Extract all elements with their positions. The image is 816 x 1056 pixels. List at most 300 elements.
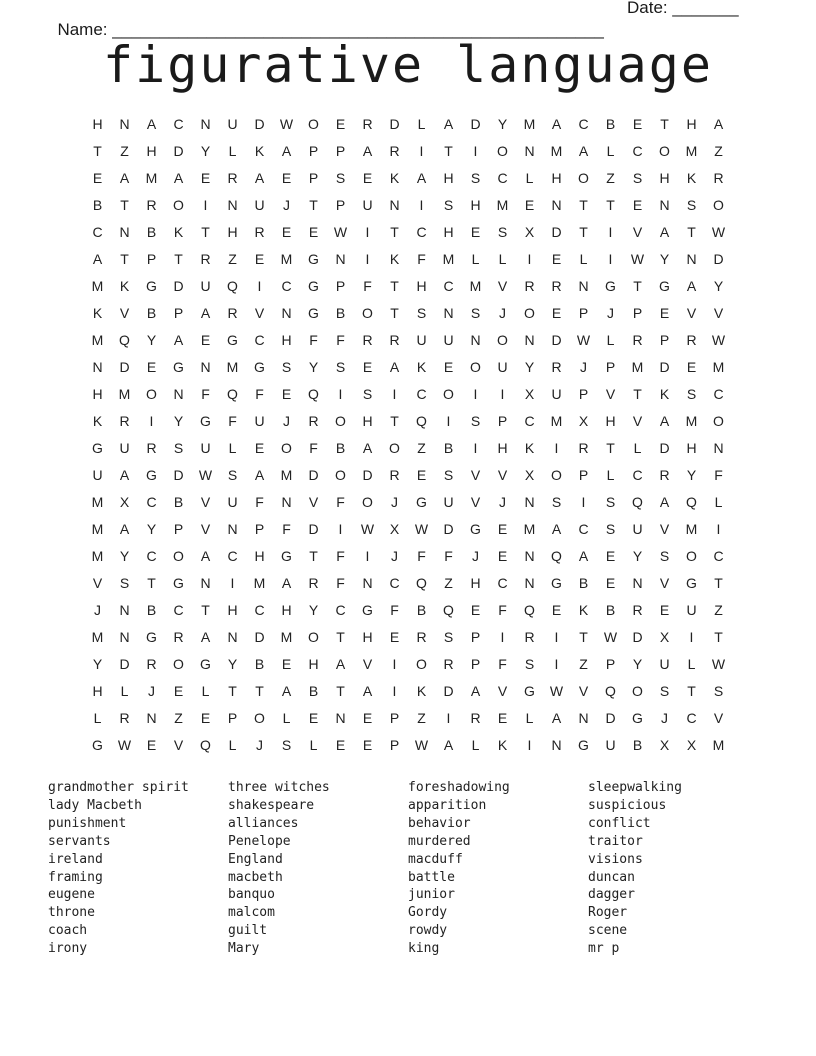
grid-letter: R <box>686 332 697 348</box>
grid-letter: U <box>200 440 211 456</box>
grid-letter: N <box>524 143 535 159</box>
grid-letter: R <box>227 170 238 186</box>
grid-letter: R <box>308 575 319 591</box>
grid-letter: O <box>362 494 373 510</box>
grid-letter: Y <box>686 467 697 483</box>
grid-letter: O <box>470 359 481 375</box>
grid-letter: W <box>198 467 213 483</box>
grid-letter: E <box>470 224 481 240</box>
grid-row <box>84 408 732 435</box>
word-item: coach <box>48 923 88 939</box>
grid-letter: O <box>173 656 184 672</box>
grid-letter: S <box>281 359 292 375</box>
grid-letter: E <box>551 251 562 267</box>
grid-letter: G <box>92 737 103 753</box>
grid-letter: T <box>606 440 615 456</box>
grid-letter: N <box>227 521 238 537</box>
grid-letter: T <box>687 224 696 240</box>
grid-letter: D <box>308 467 319 483</box>
grid-letter: S <box>443 197 454 213</box>
grid-letter: B <box>632 737 643 753</box>
grid-letter: M <box>118 386 131 402</box>
grid-letter: A <box>659 224 670 240</box>
grid-letter: J <box>391 548 398 564</box>
word-item: dagger <box>588 887 635 903</box>
grid-letter: I <box>149 413 154 429</box>
grid-letter: A <box>281 575 292 591</box>
grid-row <box>84 624 732 651</box>
grid-letter: H <box>92 386 103 402</box>
grid-row <box>84 300 732 327</box>
grid-letter: B <box>605 116 616 132</box>
grid-letter: Y <box>659 251 670 267</box>
grid-letter: F <box>714 467 723 483</box>
grid-letter: I <box>257 278 262 294</box>
grid-letter: M <box>685 413 698 429</box>
grid-letter: R <box>713 170 724 186</box>
grid-letter: G <box>605 278 616 294</box>
grid-letter: H <box>227 602 238 618</box>
word-item: Penelope <box>228 833 291 849</box>
word-column <box>408 779 588 958</box>
grid-letter: D <box>119 656 130 672</box>
grid-letter: P <box>335 143 346 159</box>
grid-letter: V <box>578 683 589 699</box>
grid-letter: P <box>659 332 670 348</box>
grid-letter: D <box>551 332 562 348</box>
grid-letter: R <box>146 656 157 672</box>
grid-letter: M <box>91 278 104 294</box>
word-item: king <box>408 941 440 957</box>
grid-letter: B <box>578 575 589 591</box>
grid-letter: N <box>389 197 400 213</box>
grid-letter: A <box>173 170 184 186</box>
word-item: battle <box>408 869 455 885</box>
page-title: figurative language <box>103 36 713 94</box>
grid-letter: C <box>416 224 427 240</box>
grid-letter: Z <box>417 710 426 726</box>
grid-letter: R <box>227 305 238 321</box>
grid-row <box>84 165 732 192</box>
word-item: conflict <box>588 815 651 831</box>
grid-row <box>84 489 732 516</box>
word-item: shakespeare <box>228 797 315 813</box>
grid-letter: D <box>605 710 616 726</box>
letter-grid <box>84 111 732 759</box>
grid-letter: I <box>716 521 721 537</box>
grid-letter: E <box>389 629 400 645</box>
grid-letter: K <box>659 386 670 402</box>
grid-letter: U <box>443 332 454 348</box>
grid-letter: T <box>579 629 588 645</box>
grid-letter: A <box>686 278 697 294</box>
word-item: apparition <box>408 797 487 813</box>
grid-letter: H <box>92 683 103 699</box>
word-item: eugene <box>48 887 95 903</box>
grid-letter: A <box>443 737 454 753</box>
grid-letter: A <box>389 359 400 375</box>
grid-letter: Y <box>227 656 238 672</box>
grid-letter: R <box>578 440 589 456</box>
grid-letter: O <box>173 197 184 213</box>
grid-letter: U <box>686 602 697 618</box>
word-item: throne <box>48 905 95 921</box>
grid-letter: R <box>308 413 319 429</box>
grid-letter: C <box>497 170 508 186</box>
grid-letter: V <box>308 494 319 510</box>
grid-letter: P <box>578 305 589 321</box>
grid-letter: C <box>632 143 643 159</box>
grid-letter: Q <box>686 494 697 510</box>
grid-letter: W <box>333 224 348 240</box>
grid-letter: E <box>146 359 157 375</box>
grid-letter: O <box>389 440 400 456</box>
grid-letter: Y <box>92 656 103 672</box>
word-item: sleepwalking <box>588 780 682 795</box>
grid-letter: Q <box>308 386 319 402</box>
grid-letter: V <box>713 710 724 726</box>
grid-letter: V <box>659 521 670 537</box>
grid-letter: O <box>497 143 508 159</box>
grid-letter: F <box>336 494 345 510</box>
grid-letter: H <box>551 170 562 186</box>
word-item: behavior <box>408 815 471 831</box>
grid-letter: R <box>551 278 562 294</box>
grid-letter: H <box>470 575 481 591</box>
grid-letter: A <box>119 521 130 537</box>
grid-letter: I <box>473 143 478 159</box>
grid-letter: Z <box>579 656 588 672</box>
grid-row <box>84 111 732 138</box>
grid-letter: C <box>227 548 238 564</box>
grid-letter: K <box>416 683 427 699</box>
grid-letter: Z <box>606 170 615 186</box>
grid-letter: W <box>360 521 375 537</box>
grid-letter: P <box>335 278 346 294</box>
grid-letter: O <box>443 386 454 402</box>
grid-letter: K <box>173 224 184 240</box>
grid-letter: R <box>173 629 184 645</box>
grid-letter: C <box>254 602 265 618</box>
grid-letter: B <box>146 305 157 321</box>
grid-letter: N <box>443 305 454 321</box>
grid-letter: D <box>173 278 184 294</box>
grid-letter: M <box>280 251 293 267</box>
grid-letter: N <box>551 737 562 753</box>
grid-row <box>84 327 732 354</box>
grid-letter: M <box>496 197 509 213</box>
grid-letter: B <box>146 224 157 240</box>
grid-letter: L <box>201 683 210 699</box>
word-item: Roger <box>588 905 628 921</box>
grid-letter: C <box>497 575 508 591</box>
grid-letter: H <box>281 602 292 618</box>
grid-letter: L <box>525 170 534 186</box>
grid-letter: U <box>200 278 211 294</box>
grid-letter: N <box>632 575 643 591</box>
grid-letter: D <box>551 224 562 240</box>
grid-letter: L <box>471 737 480 753</box>
grid-letter: W <box>603 629 618 645</box>
grid-letter: A <box>254 170 265 186</box>
grid-letter: I <box>392 386 397 402</box>
grid-letter: M <box>91 521 104 537</box>
grid-letter: C <box>254 332 265 348</box>
grid-letter: O <box>578 170 589 186</box>
grid-letter: R <box>443 656 454 672</box>
grid-letter: E <box>362 737 373 753</box>
grid-letter: I <box>203 197 208 213</box>
grid-letter: V <box>632 224 643 240</box>
grid-letter: N <box>524 494 535 510</box>
grid-letter: G <box>146 629 157 645</box>
name-field-label: Name: ____________________________________________________ <box>57 20 604 39</box>
grid-letter: O <box>497 332 508 348</box>
grid-letter: F <box>255 386 264 402</box>
grid-letter: I <box>500 629 505 645</box>
grid-letter: O <box>632 683 643 699</box>
grid-letter: P <box>173 521 184 537</box>
grid-letter: E <box>308 224 319 240</box>
grid-letter: R <box>524 278 535 294</box>
grid-row <box>84 219 732 246</box>
grid-letter: M <box>523 116 536 132</box>
grid-letter: L <box>714 494 723 510</box>
grid-letter: T <box>714 575 723 591</box>
grid-letter: A <box>92 251 103 267</box>
grid-letter: U <box>551 386 562 402</box>
grid-letter: B <box>443 440 454 456</box>
grid-letter: M <box>280 629 293 645</box>
grid-letter: E <box>281 386 292 402</box>
grid-letter: G <box>632 710 643 726</box>
grid-letter: L <box>579 251 588 267</box>
grid-letter: G <box>308 278 319 294</box>
grid-letter: J <box>283 413 290 429</box>
grid-letter: I <box>365 224 370 240</box>
grid-letter: W <box>711 224 726 240</box>
grid-letter: P <box>470 656 481 672</box>
grid-letter: C <box>173 602 184 618</box>
grid-letter: D <box>308 521 319 537</box>
word-item: suspicious <box>588 797 667 813</box>
grid-letter: B <box>254 656 265 672</box>
grid-letter: L <box>471 251 480 267</box>
grid-letter: L <box>228 143 237 159</box>
grid-letter: I <box>230 575 235 591</box>
grid-letter: A <box>200 305 211 321</box>
grid-letter: C <box>416 386 427 402</box>
grid-letter: N <box>119 602 130 618</box>
grid-letter: E <box>335 737 346 753</box>
word-item: irony <box>48 941 88 957</box>
grid-letter: N <box>362 575 373 591</box>
grid-letter: A <box>200 548 211 564</box>
grid-letter: R <box>524 629 535 645</box>
grid-letter: Y <box>524 359 535 375</box>
grid-letter: S <box>173 440 184 456</box>
grid-letter: T <box>120 251 129 267</box>
word-item: lady Macbeth <box>48 797 142 813</box>
grid-letter: T <box>147 575 156 591</box>
grid-row <box>84 543 732 570</box>
grid-letter: F <box>498 602 507 618</box>
grid-letter: Z <box>120 143 129 159</box>
grid-letter: C <box>389 575 400 591</box>
grid-letter: G <box>470 521 481 537</box>
grid-letter: M <box>550 143 563 159</box>
grid-letter: H <box>443 224 454 240</box>
grid-letter: X <box>659 629 670 645</box>
grid-letter: O <box>551 467 562 483</box>
grid-letter: V <box>713 305 724 321</box>
grid-letter: N <box>470 332 481 348</box>
grid-letter: W <box>630 251 645 267</box>
grid-letter: Y <box>497 116 508 132</box>
grid-letter: T <box>660 116 669 132</box>
grid-letter: Y <box>146 332 157 348</box>
grid-letter: O <box>335 413 346 429</box>
grid-letter: W <box>711 656 726 672</box>
grid-letter: S <box>632 170 643 186</box>
grid-letter: U <box>92 467 103 483</box>
grid-letter: W <box>711 332 726 348</box>
grid-letter: C <box>173 116 184 132</box>
grid-letter: R <box>254 224 265 240</box>
grid-letter: A <box>362 440 373 456</box>
grid-letter: V <box>92 575 103 591</box>
grid-letter: S <box>497 224 508 240</box>
grid-letter: G <box>92 440 103 456</box>
grid-letter: J <box>607 305 614 321</box>
grid-letter: C <box>146 494 157 510</box>
grid-letter: Q <box>416 575 427 591</box>
grid-letter: E <box>551 305 562 321</box>
grid-letter: T <box>201 602 210 618</box>
grid-letter: S <box>362 386 373 402</box>
grid-letter: A <box>551 710 562 726</box>
grid-letter: A <box>470 683 481 699</box>
grid-letter: I <box>446 413 451 429</box>
grid-letter: A <box>119 467 130 483</box>
grid-letter: Z <box>228 251 237 267</box>
grid-letter: E <box>470 602 481 618</box>
grid-letter: P <box>632 305 643 321</box>
grid-letter: S <box>443 629 454 645</box>
grid-row <box>84 705 732 732</box>
grid-letter: T <box>687 683 696 699</box>
grid-letter: N <box>335 710 346 726</box>
grid-letter: V <box>497 683 508 699</box>
grid-letter: T <box>309 548 318 564</box>
grid-letter: G <box>200 413 211 429</box>
grid-letter: A <box>281 683 292 699</box>
grid-letter: R <box>389 467 400 483</box>
grid-letter: M <box>442 251 455 267</box>
grid-letter: T <box>336 683 345 699</box>
grid-letter: N <box>92 359 103 375</box>
grid-letter: M <box>91 332 104 348</box>
grid-letter: E <box>335 116 346 132</box>
grid-letter: P <box>389 710 400 726</box>
grid-row <box>84 435 732 462</box>
grid-letter: B <box>92 197 103 213</box>
grid-row <box>84 597 732 624</box>
grid-letter: K <box>389 251 400 267</box>
grid-letter: V <box>659 575 670 591</box>
grid-letter: A <box>173 332 184 348</box>
grid-letter: C <box>146 548 157 564</box>
grid-letter: K <box>92 413 103 429</box>
grid-letter: R <box>119 413 130 429</box>
grid-letter: E <box>362 710 373 726</box>
grid-letter: M <box>631 359 644 375</box>
grid-letter: O <box>308 629 319 645</box>
grid-letter: P <box>470 629 481 645</box>
word-item: foreshadowing <box>408 780 510 795</box>
grid-letter: T <box>120 197 129 213</box>
grid-letter: J <box>391 494 398 510</box>
grid-letter: T <box>633 278 642 294</box>
grid-letter: Q <box>605 683 616 699</box>
grid-letter: H <box>254 548 265 564</box>
grid-row <box>84 732 732 759</box>
grid-letter: A <box>713 116 724 132</box>
grid-letter: R <box>389 143 400 159</box>
grid-letter: S <box>686 386 697 402</box>
grid-letter: U <box>227 494 238 510</box>
grid-letter: Q <box>119 332 130 348</box>
grid-letter: O <box>713 197 724 213</box>
grid-letter: E <box>254 440 265 456</box>
grid-letter: T <box>390 305 399 321</box>
grid-letter: J <box>472 548 479 564</box>
grid-letter: M <box>91 629 104 645</box>
grid-letter: B <box>605 602 616 618</box>
grid-letter: C <box>578 116 589 132</box>
grid-letter: E <box>200 710 211 726</box>
grid-letter: I <box>581 494 586 510</box>
grid-letter: G <box>146 278 157 294</box>
grid-letter: N <box>578 278 589 294</box>
word-item: alliances <box>228 815 299 831</box>
word-item: mr p <box>588 941 620 957</box>
grid-letter: S <box>443 467 454 483</box>
grid-letter: Y <box>308 602 319 618</box>
grid-letter: E <box>254 251 265 267</box>
grid-letter: L <box>498 251 507 267</box>
grid-letter: B <box>308 683 319 699</box>
grid-letter: C <box>686 710 697 726</box>
grid-letter: A <box>362 143 373 159</box>
grid-letter: M <box>685 143 698 159</box>
grid-letter: O <box>308 116 319 132</box>
grid-letter: R <box>470 710 481 726</box>
grid-letter: T <box>579 197 588 213</box>
grid-letter: N <box>119 629 130 645</box>
grid-letter: F <box>336 548 345 564</box>
grid-letter: A <box>416 170 427 186</box>
grid-letter: E <box>497 521 508 537</box>
grid-letter: I <box>392 656 397 672</box>
grid-letter: V <box>632 413 643 429</box>
word-item: England <box>228 851 283 867</box>
grid-letter: S <box>281 737 292 753</box>
grid-letter: K <box>254 143 265 159</box>
grid-letter: D <box>659 359 670 375</box>
word-item: guilt <box>228 923 268 939</box>
grid-letter: F <box>417 251 426 267</box>
